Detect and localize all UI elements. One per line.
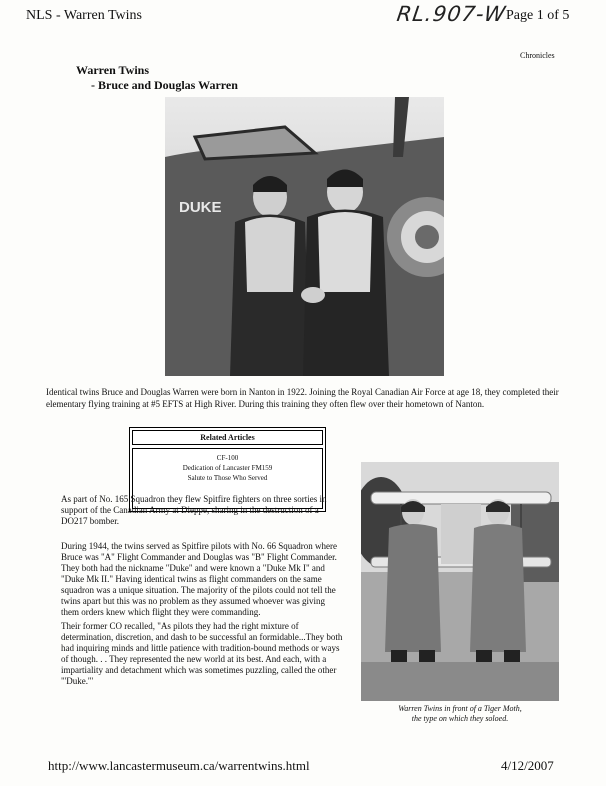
page-number: Page 1 of 5 [506,8,570,23]
related-articles-heading: Related Articles [132,430,323,445]
intro-paragraph: Identical twins Bruce and Douglas Warren were born in Nanton in 1922. Joining the Royal Canadian Air Force at age 18, they completed their elementary flying training at #5 EFTS at High River. During this training they often flew over their hometown of Nanton. [46,387,559,409]
handwritten-note: RL.907-W [395,2,508,26]
related-link-salute[interactable]: Salute to Those Who Served [187,474,268,482]
body-paragraph: As part of No. 165 Squadron they flew Spitfire fighters on three sorties in support of the Canadian Army at Dieppe, sharing in the destruction of a DO217 bomber. [61,494,327,526]
section-label: Chronicles [520,51,555,60]
page-url[interactable]: http://www.lancastermuseum.ca/warrentwins.html [48,758,310,773]
twins-spitfire-photo [165,97,444,376]
article-subtitle: - Bruce and Douglas Warren [91,78,238,92]
page-header-title: NLS - Warren Twins [26,8,142,23]
photo-caption: Warren Twins in front of a Tiger Moth, the type on which they soloed. [398,704,522,723]
print-date: 4/12/2007 [501,758,554,773]
related-link-lancaster-dedication[interactable]: Dedication of Lancaster FM159 [182,464,273,472]
related-link-cf100[interactable]: CF-100 [216,454,239,462]
aircraft-marking: DUKE [179,199,222,216]
body-paragraph: During 1944, the twins served as Spitfire pilots with No. 66 Squadron where Bruce was "A" Flight Commander and Douglas was "B" Flight Commander. They both had the nickname "Duke" and were known a "Duke Mk I" and "Duke Mk II." Having identical twins as flight commanders on the same squadron was a unique situation. The majority of the pilots could not tell the twins apart but this was no problem as they assumed whoever was giving them orders knew which flight they were commanding. [61,541,337,617]
twins-tiger-moth-photo [361,462,559,701]
body-paragraph: Their former CO recalled, "As pilots they had the right mixture of determination, discretion, and dash to be successful an formidable...They both had inquiring minds and little patience with tradition-bound methods or ways of though. . . They represented the new world at its best. And each, with a impartiality and detachment which was sometimes puzzling, called the other "'Duke.'" [61,621,343,686]
article-title: Warren Twins [76,63,150,77]
